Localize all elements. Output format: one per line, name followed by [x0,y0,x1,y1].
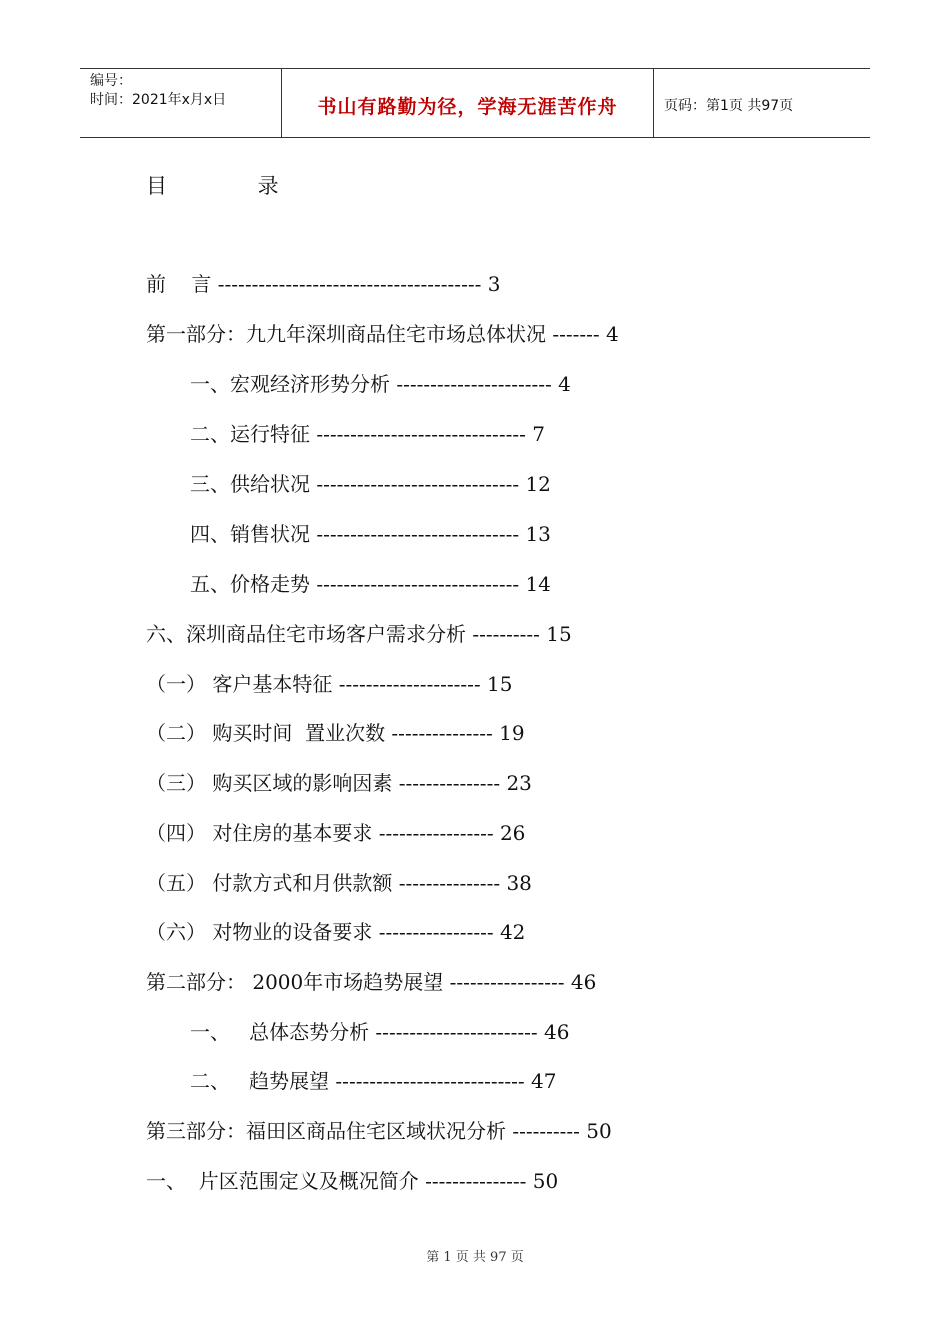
header-page-label: 页码：第1页 共97页 [664,98,794,114]
page-footer: 第 1 页 共 97 页 [426,1250,524,1265]
toc-entry: 六、深圳商品住宅市场客户需求分析 ---------- 15 [146,622,572,646]
toc-entry: （三） 购买区域的影响因素 --------------- 23 [146,771,532,795]
toc-entry: 第一部分：九九年深圳商品住宅市场总体状况 ------- 4 [146,322,619,346]
header-number-label: 编号： [90,73,132,89]
toc-entry: （四） 对住房的基本要求 ----------------- 26 [146,821,526,845]
toc-entry: 一、 总体态势分析 ------------------------ 46 [190,1020,570,1044]
header-time-label: 时间：2021年x月x日 [90,92,227,108]
document-header [80,68,870,138]
header-meta-cell [80,69,282,137]
toc-title: 目 录 [146,174,321,198]
toc-entry: （五） 付款方式和月供款额 --------------- 38 [146,871,532,895]
header-motto: 书山有路勤为径，学海无涯苦作舟 [282,69,654,137]
toc-entry: 前 言 --------------------------------------- 3 [146,272,501,296]
toc-entry: 二、运行特征 ------------------------------- 7 [190,422,545,446]
toc-entry: （六） 对物业的设备要求 ----------------- 42 [146,920,526,944]
toc-entry: 一、 片区范围定义及概况简介 --------------- 50 [146,1169,559,1193]
toc-entry: 第二部分： 2000年市场趋势展望 ----------------- 46 [146,970,597,994]
toc-entry: 第三部分：福田区商品住宅区域状况分析 ---------- 50 [146,1119,612,1143]
toc-entry: 一、宏观经济形势分析 ----------------------- 4 [190,372,571,396]
toc-entry: 二、 趋势展望 ---------------------------- 47 [190,1069,557,1093]
toc-entry: 五、价格走势 ------------------------------ 14 [190,572,551,596]
toc-entry: （一） 客户基本特征 --------------------- 15 [146,672,513,696]
toc-entry: 三、供给状况 ------------------------------ 12 [190,472,551,496]
toc-entry: （二） 购买时间 置业次数 --------------- 19 [146,721,525,745]
toc-entry: 四、销售状况 ------------------------------ 13 [190,522,551,546]
